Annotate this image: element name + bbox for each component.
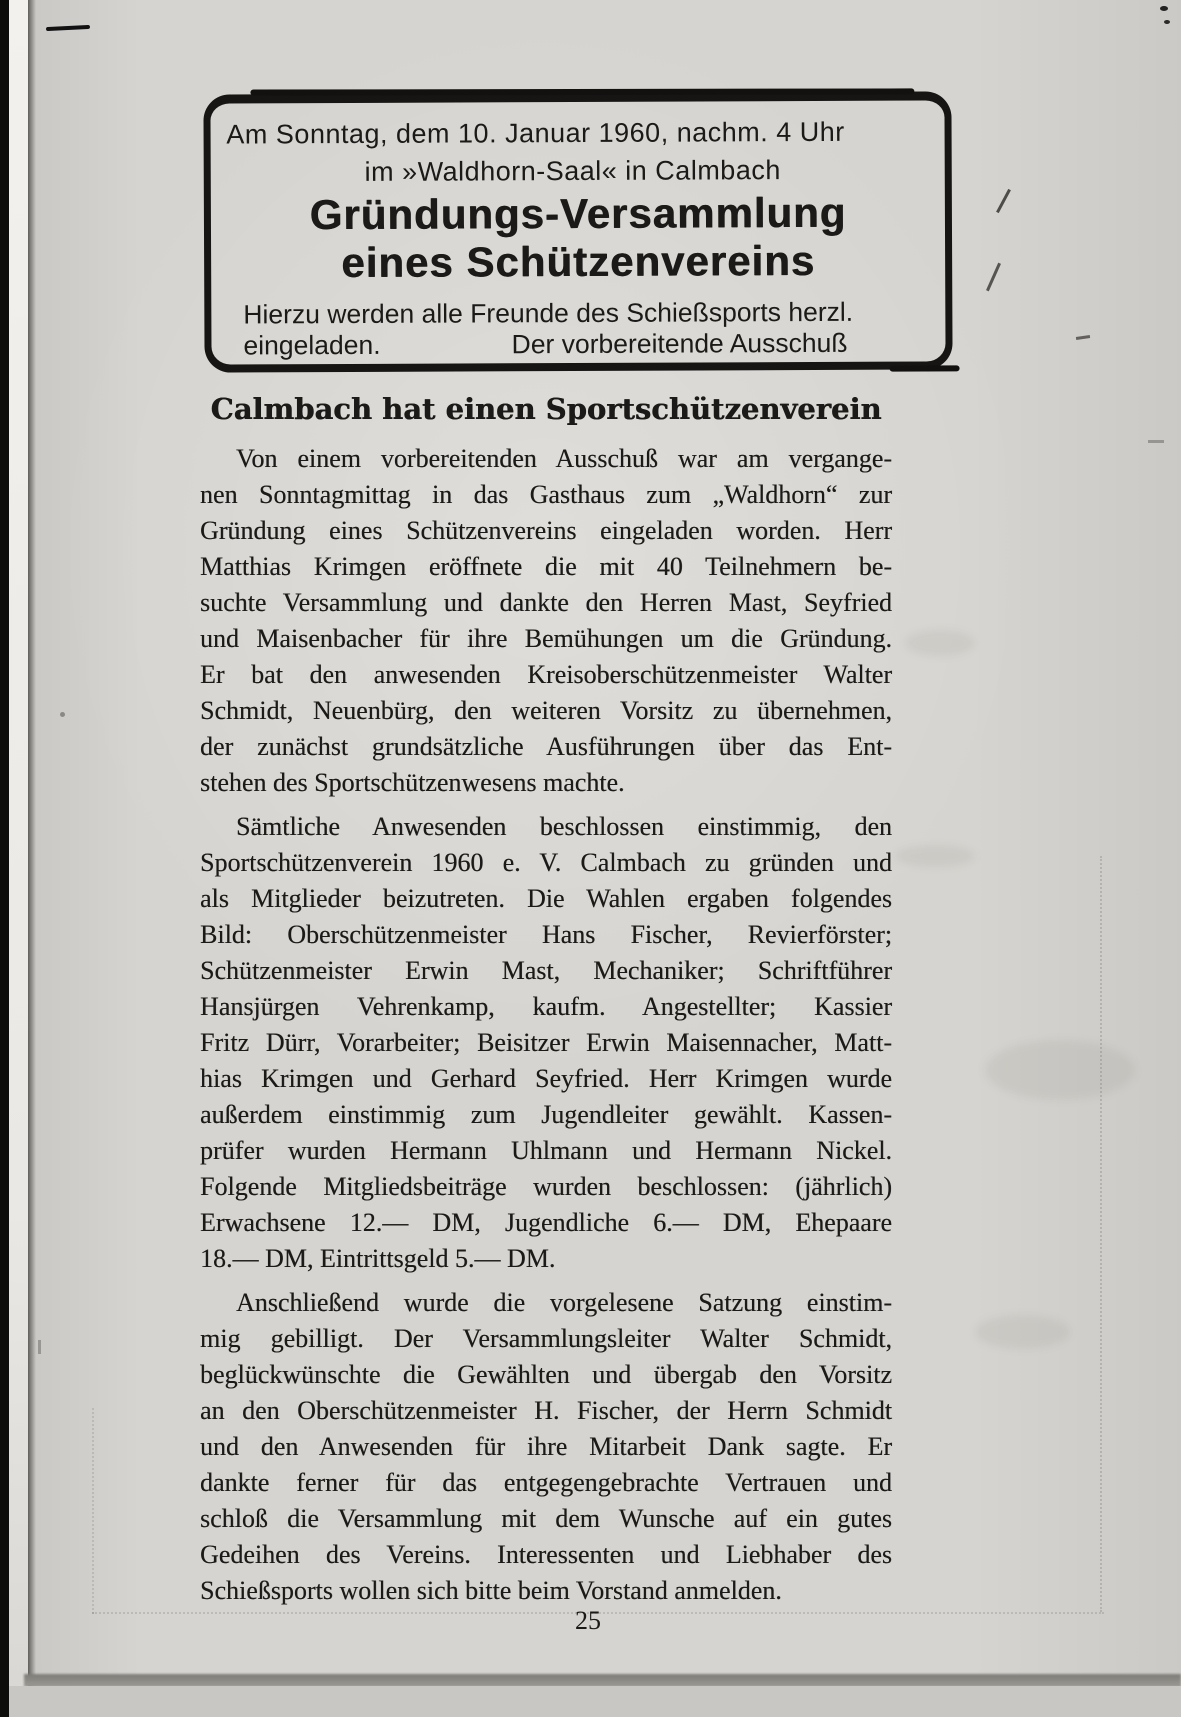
announcement-box <box>203 91 952 372</box>
book-spine <box>0 0 9 1717</box>
article-line: außerdem einstimmig zum Jugendleiter gewählt. Kassen- <box>200 1100 892 1129</box>
article-line: und Maisenbacher für ihre Bemühungen um die Gründung. <box>200 624 892 653</box>
article-line: stehen des Sportschützenwesens machte. <box>200 768 625 797</box>
article-line: Bild: Oberschützenmeister Hans Fischer, Revierförster; <box>200 920 892 949</box>
stray-mark <box>60 712 65 717</box>
stray-mark <box>1148 440 1164 443</box>
article-line: Folgende Mitgliedsbeiträge wurden beschlossen: (jährlich) <box>200 1172 892 1201</box>
page-number: 25 <box>575 1606 601 1635</box>
article-line: der zunächst grundsätzliche Ausführungen über das Ent- <box>200 732 892 761</box>
article-line: prüfer wurden Hermann Uhlmann und Hermann Nickel. <box>200 1136 892 1165</box>
announcement-title-line1: Gründungs-Versammlung <box>309 188 847 239</box>
article-line: Schützenmeister Erwin Mast, Mechaniker; Schriftführer <box>200 956 892 985</box>
article-line: suchte Versammlung und dankte den Herren Mast, Seyfried <box>200 588 892 617</box>
article-line: beglückwünschte die Gewählten und übergab den Vorsitz <box>200 1360 892 1389</box>
article-line: Er bat den anwesenden Kreisoberschützenmeister Walter <box>200 660 892 689</box>
article-paragraph <box>200 441 892 801</box>
stray-mark <box>996 189 1011 213</box>
article-line: schloß die Versammlung mit dem Wunsche auf ein gutes <box>200 1504 892 1533</box>
article-body <box>200 441 892 1617</box>
stray-mark <box>38 1340 41 1354</box>
bleed-line <box>1100 856 1102 1612</box>
article-line: Fritz Dürr, Vorarbeiter; Beisitzer Erwin Maisennacher, Matt- <box>200 1028 892 1057</box>
article-line: Schmidt, Neuenbürg, den weiteren Vorsitz zu übernehmen, <box>200 696 892 725</box>
bleed-line <box>92 1408 94 1614</box>
announcement-date-line: Am Sonntag, dem 10. Januar 1960, nachm. 4 Uhr <box>226 116 845 150</box>
article-line: Schießsports wollen sich bitte beim Vorstand anmelden. <box>200 1576 782 1605</box>
scan-background <box>9 1686 1181 1717</box>
announcement-invite-closing: eingeladen. <box>243 329 381 361</box>
bleed-smudge <box>895 845 975 867</box>
stray-mark <box>1160 6 1168 11</box>
bleed-smudge <box>975 1315 1070 1349</box>
article-line: Erwachsene 12.— DM, Jugendliche 6.— DM, Ehepaare <box>200 1208 892 1237</box>
announcement-title-line2: eines Schützenvereins <box>341 236 816 287</box>
stray-mark <box>1164 20 1170 24</box>
article-line: Sportschützenverein 1960 e. V. Calmbach zu gründen und <box>200 848 892 877</box>
article-paragraph <box>200 1285 892 1609</box>
page-edge-shadow <box>28 0 36 1717</box>
article-headline: Calmbach hat einen Sportschützenverein <box>210 392 882 426</box>
article-line: an den Oberschützenmeister H. Fischer, der Herrn Schmidt <box>200 1396 892 1425</box>
article-line: Matthias Krimgen eröffnete die mit 40 Teilnehmern be- <box>200 552 892 581</box>
article-line: Sämtliche Anwesenden beschlossen einstimmig, den <box>236 812 892 841</box>
bleed-smudge <box>905 630 975 656</box>
announcement-venue-line: im »Waldhorn-Saal« in Calmbach <box>364 155 781 187</box>
bleed-smudge <box>985 1040 1135 1100</box>
announcement-signature: Der vorbereitende Ausschuß <box>511 327 848 360</box>
article-line: Hansjürgen Vehrenkamp, kaufm. Angestellter; Kassier <box>200 992 892 1021</box>
article-line: Gedeihen des Vereins. Interessenten und Liebhaber des <box>200 1540 892 1569</box>
stray-mark <box>1076 335 1090 340</box>
stray-mark <box>46 25 90 31</box>
article-line: mig gebilligt. Der Versammlungsleiter Walter Schmidt, <box>200 1324 892 1353</box>
article-line: dankte ferner für das entgegengebrachte Vertrauen und <box>200 1468 892 1497</box>
article-line: 18.— DM, Eintrittsgeld 5.— DM. <box>200 1244 556 1273</box>
article-line: Anschließend wurde die vorgelesene Satzung einstim- <box>236 1288 892 1317</box>
announcement-footer <box>243 328 847 362</box>
article-line: nen Sonntagmittag in das Gasthaus zum „Waldhorn“ zur <box>200 480 892 509</box>
article-line: und den Anwesenden für ihre Mitarbeit Dank sagte. Er <box>200 1432 892 1461</box>
announcement-invite-line: Hierzu werden alle Freunde des Schießsports herzl. <box>243 296 854 330</box>
page-edge <box>9 0 28 1717</box>
article-line: hias Krimgen und Gerhard Seyfried. Herr Krimgen wurde <box>200 1064 892 1093</box>
article-line: als Mitglieder beizutreten. Die Wahlen ergaben folgendes <box>200 884 892 913</box>
article-line: Von einem vorbereitenden Ausschuß war am vergange- <box>236 444 892 473</box>
stray-mark <box>986 263 1001 292</box>
article-line: Gründung eines Schützenvereins eingeladen worden. Herr <box>200 516 892 545</box>
article-paragraph <box>200 809 892 1277</box>
